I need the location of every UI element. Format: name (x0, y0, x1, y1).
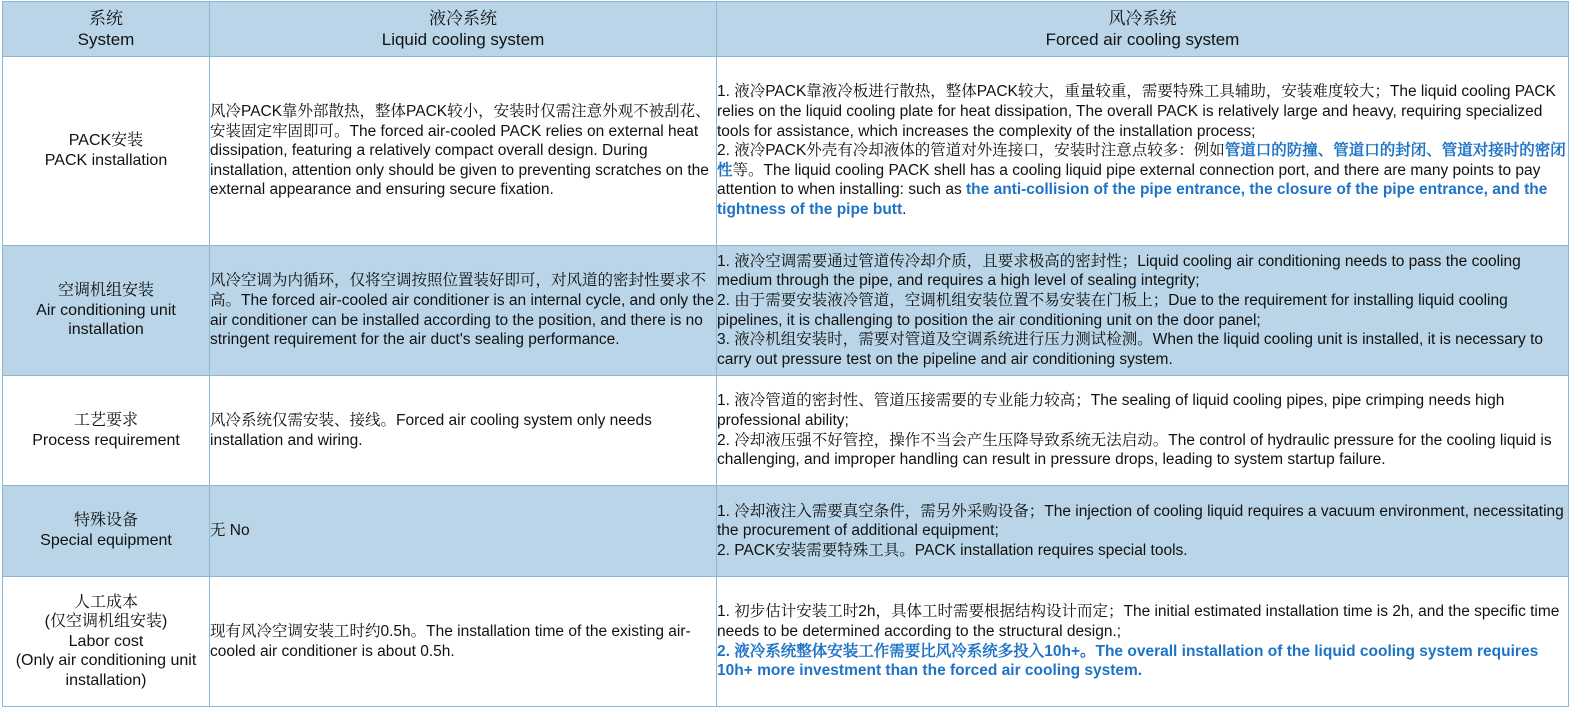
row-liquid-text: 风冷空调为内循环，仅将空调按照位置装好即可，对风道的密封性要求不高。The forced air-cooled air conditioner is an internal cycle, and only the air conditioner can be installed according to the position, and there is no stringent requirement for the air duct's sealing performance. (210, 272, 715, 349)
row-liquid-cell (210, 246, 717, 376)
row-air-item-2: 2. PACK安装需要特殊工具。PACK installation requires special tools. (717, 541, 1188, 559)
row-system-en: Special equipment (40, 532, 172, 549)
row-air-item-1: 1. 冷却液注入需要真空条件，需另外采购设备；The injection of cooling liquid requires a vacuum environment, necessitating the procurement of additional equipment; (717, 502, 1564, 540)
header-system-en: System (77, 30, 135, 49)
row-liquid-cell (210, 57, 717, 246)
header-row (3, 2, 1569, 57)
row-air-item-1: 1. 液冷空调需要通过管道传冷却介质，且要求极高的密封性；Liquid cooling air conditioning needs to pass the cooling medium through the pipe, and requires a high level of sealing integrity; (717, 252, 1521, 290)
row-air-item-2: 2. 由于需要安装液冷管道，空调机组安装位置不易安装在门板上；Due to the requirement for installing liquid cooling pipelines, it is challenging to position the air conditioning unit on the door panel; (717, 291, 1508, 329)
row-system-zh: 空调机组安装 (57, 282, 154, 300)
row-air-item-2 (717, 141, 1568, 219)
header-liquid-en: Liquid cooling system (381, 30, 545, 49)
row-liquid-text: 风冷PACK靠外部散热，整体PACK较小，安装时仅需注意外观不被刮花、安装固定牢固即可。The forced air-cooled PACK relies on external heat dissipation, featuring a relatively compact overall design. During installation, attention only should be given to preventing scratches on the external appearance and ensuring secure fixation. (210, 103, 711, 199)
row-air-cell (717, 57, 1569, 246)
row-air-cell (717, 246, 1569, 376)
table-row (3, 486, 1569, 577)
header-system-zh: 系统 (89, 9, 123, 28)
row-air-item-2-number: 2. (717, 642, 735, 660)
row-system-en: Labor cost (68, 632, 144, 650)
row-system-en: Process requirement (32, 431, 180, 449)
comparison-table (2, 1, 1569, 707)
row-liquid-text: 无 No (210, 522, 250, 540)
row-liquid-cell (210, 486, 717, 577)
row-liquid-text: 风冷系统仅需安装、接线。Forced air cooling system only needs installation and wiring. (210, 411, 652, 449)
row-air-cell (717, 486, 1569, 577)
row-air-item-2 (717, 642, 1568, 681)
table-row (3, 376, 1569, 486)
row-air-item-3: 3. 液冷机组安装时，需要对管道及空调系统进行压力测试检测。When the liquid cooling unit is installed, it is necessary to carry out pressure test on the pipeline and air conditioning system. (717, 331, 1544, 368)
row-system-en-note: (Only air conditioning unit installation) (15, 652, 197, 689)
row-air-item-2-highlight-zh: 管道口的防撞、管道口的封闭、管道对接时的密闭性 (717, 142, 1566, 179)
row-system-en: PACK installation (44, 152, 168, 169)
row-system-cell (3, 486, 210, 577)
table-row (3, 57, 1569, 246)
row-system-zh: 特殊设备 (73, 512, 138, 530)
row-system-cell (3, 57, 210, 246)
row-air-item-2-highlight-en: the anti-collision of the pipe entrance, the closure of the pipe entrance, and the tightness of the pipe butt (717, 181, 1548, 218)
header-air-en: Forced air cooling system (1045, 30, 1240, 49)
row-system-zh: PACK安装 (68, 132, 144, 150)
table-row (3, 577, 1569, 707)
row-system-en: Air conditioning unit installation (36, 301, 176, 339)
row-air-item-2-highlight: 液冷系统整体安装工作需要比风冷系统多投入10h+。The overall installation of the liquid cooling system requires 10h+ more investment than the forced air cooling system. (717, 642, 1539, 680)
row-air-item-2-text-c: . (902, 200, 907, 218)
row-air-item-2: 2. 冷却液压强不好管控，操作不当会产生压降导致系统无法启动。The control of hydraulic pressure for the cooling liquid is challenging, and improper handling can result in pressure drops, leading to system startup failure. (717, 431, 1552, 469)
row-air-item-1: 1. 初步估计安装工时2h，具体工时需要根据结构设计而定；The initial estimated installation time is 2h, and the specific time needs to be determined according to the structural design.; (717, 603, 1560, 640)
row-system-zh-note: (仅空调机组安装) (44, 613, 168, 631)
header-liquid (210, 2, 717, 57)
header-air (717, 2, 1569, 57)
row-liquid-text: 现有风冷空调安装工时约0.5h。The installation time of the existing air-cooled air conditioner is about 0.5h. (210, 622, 691, 660)
row-system-cell (3, 376, 210, 486)
row-air-item-2-text-b: 等。The liquid cooling PACK shell has a cooling liquid pipe external connection port, and there are many points to pay attention to when installing: such as (717, 161, 1541, 199)
row-system-cell (3, 577, 210, 707)
row-air-item-1: 1. 液冷管道的密封性、管道压接需要的专业能力较高；The sealing of liquid cooling pipes, pipe crimping needs high professional ability; (717, 392, 1505, 429)
row-liquid-cell (210, 577, 717, 707)
row-system-zh: 人工成本 (73, 593, 138, 611)
header-system (3, 2, 210, 57)
header-liquid-zh: 液冷系统 (429, 9, 497, 28)
row-liquid-cell (210, 376, 717, 486)
row-air-cell (717, 376, 1569, 486)
row-air-item-2-text-a: 2. 液冷PACK外壳有冷却液体的管道对外连接口，安装时注意点较多：例如 (717, 142, 1225, 160)
table-row (3, 246, 1569, 376)
row-system-zh: 工艺要求 (73, 411, 138, 429)
row-air-cell (717, 577, 1569, 707)
header-air-zh: 风冷系统 (1108, 9, 1177, 28)
row-air-item-1: 1. 液冷PACK靠液冷板进行散热，整体PACK较大，重量较重，需要特殊工具辅助，安装难度较大；The liquid cooling PACK relies on the liquid cooling plate for heat dissipation, The overall PACK is relatively large and heavy, requiring specialized tools for assistance, which increases the complexity of the installation process; (717, 83, 1556, 140)
row-system-cell (3, 246, 210, 376)
